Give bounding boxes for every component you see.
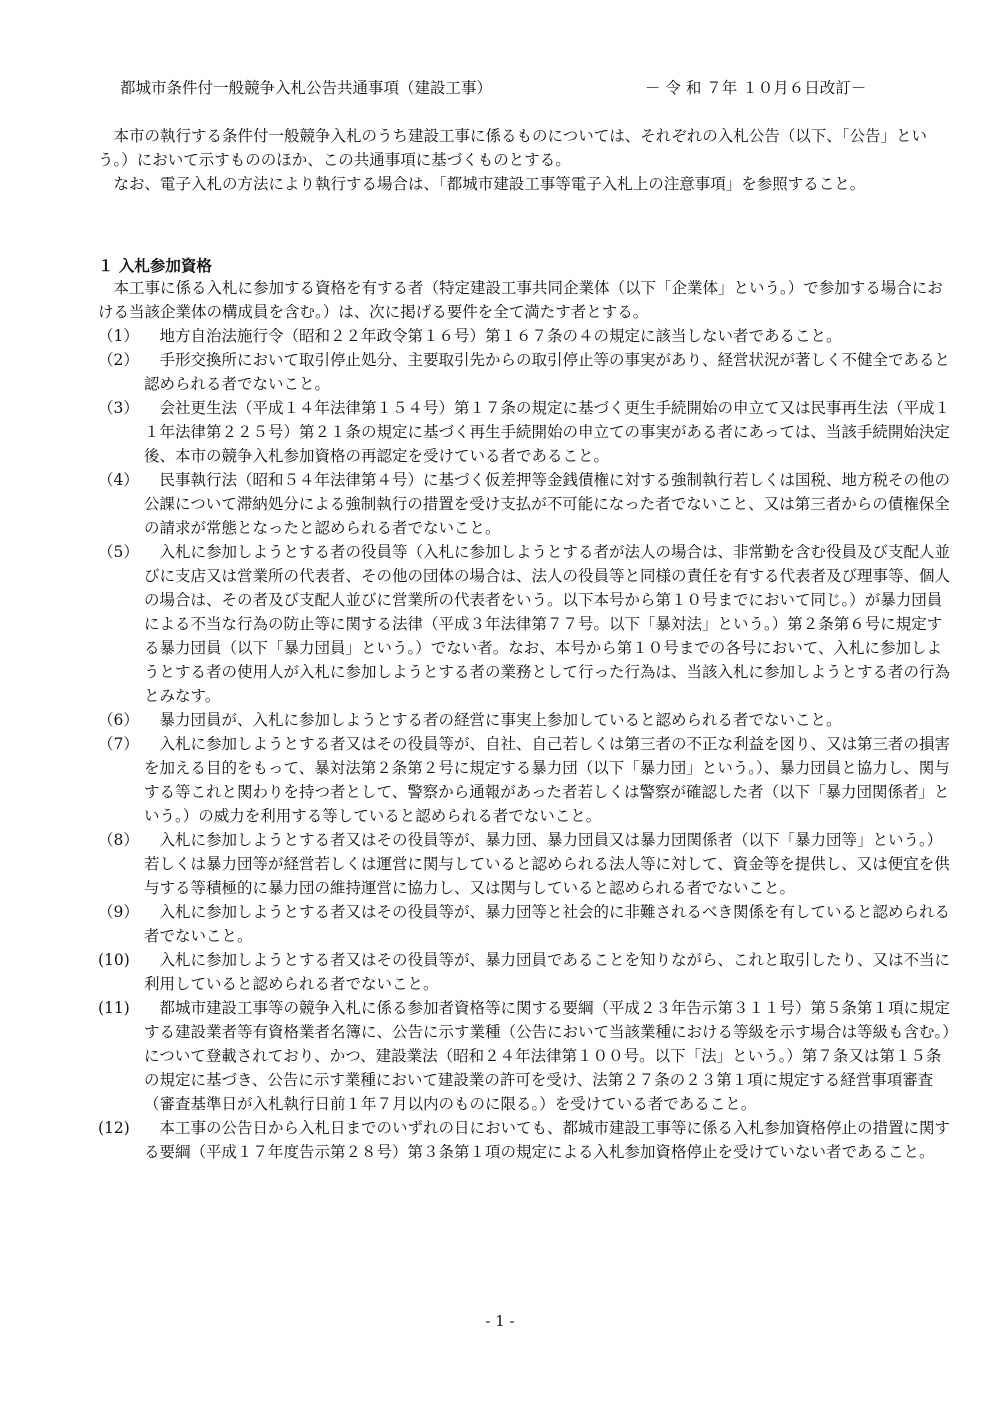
requirement-item-9 <box>98 900 950 948</box>
intro-section <box>98 124 950 196</box>
requirement-item-2 <box>98 348 950 396</box>
item-number: （7） <box>98 735 139 753</box>
requirement-item-3 <box>98 396 950 468</box>
item-number: (12) <box>98 1119 130 1137</box>
item-number: (10) <box>98 951 130 969</box>
item-number: （6） <box>98 711 139 729</box>
item-number: （3） <box>98 399 139 417</box>
requirement-item-4 <box>98 468 950 540</box>
item-number: （4） <box>98 471 139 489</box>
requirement-item-1 <box>98 324 950 348</box>
item-text: 都城市建設工事等の競争入札に係る参加者資格等に関する要綱（平成２３年告示第３１１号）第５条第１項に規定する建設業者等有資格業者名簿に、公告に示す業種（公告において当該業種における等級を示す場合は等級も含む。）について登載されており、かつ、建設業法（昭和２４年法律第１００号。以下「法」という。）第７条又は第１５条の規定に基づき、公告に示す業種において建設業の許可を受け、法第２７条の２３第１項に規定する経営事項審査（審査基準日が入札執行日前１年７月以内のものに限る。）を受けている者であること。 <box>144 999 951 1113</box>
item-number: （1） <box>98 327 139 345</box>
section-body <box>98 276 950 1164</box>
item-text: 民事執行法（昭和５４年法律第４号）に基づく仮差押等金銭債権に対する強制執行若しくは国税、地方税その他の公課について滞納処分による強制執行の措置を受け支払が不可能になった者でないこと、又は第三者からの債権保全の請求が常態となったと認められる者でないこと。 <box>144 471 951 537</box>
requirement-item-11 <box>98 996 950 1116</box>
requirement-item-5 <box>98 540 950 708</box>
requirement-item-8 <box>98 828 950 900</box>
item-text: 暴力団員が、入札に参加しようとする者の経営に事実上参加していると認められる者でないこと。 <box>159 711 842 729</box>
item-text: 入札に参加しようとする者又はその役員等が、暴力団、暴力団員又は暴力団関係者（以下「暴力団等」という。） 若しくは暴力団等が経営若しくは運営に関与していると認められる法人等に対して、資金等を提供し、又は便宜を供与する等積極的に暴力団の維持運営に協力し、又は関与していると認められる者でないこと。 <box>144 831 950 897</box>
item-text: 入札に参加しようとする者の役員等（入札に参加しようとする者が法人の場合は、非常勤を含む役員及び支配人並びに支店又は営業所の代表者、その他の団体の場合は、法人の役員等と同様の責任を有する代表者及び理事等、個人の場合は、その者及び支配人並びに営業所の代表者をいう。以下本号から第１０号までにおいて同じ。）が暴力団員による不当な行為の防止等に関する法律（平成３年法律第７７号。以下「暴対法」という。）第２条第６号に規定する暴力団員（以下「暴力団員」という。）でない者。なお、本号から第１０号までの各号において、入札に参加しようとする者の使用人が入札に参加しようとする者の業務として行った行為は、当該入札に参加しようとする者の行為とみなす。 <box>144 543 951 705</box>
section-heading: １ 入札参加資格 <box>98 257 212 275</box>
item-number: （8） <box>98 831 139 849</box>
document-title: 都城市条件付一般競争入札公告共通事項（建設工事） <box>120 79 493 97</box>
revision-date: － 令 和 ７年 １０月６日改訂－ <box>645 79 867 97</box>
requirement-item-10 <box>98 948 950 996</box>
item-text: 入札に参加しようとする者又はその役員等が、暴力団等と社会的に非難されるべき関係を有していると認められる者でないこと。 <box>144 903 951 945</box>
item-number: （9） <box>98 903 139 921</box>
item-text: 手形交換所において取引停止処分、主要取引先からの取引停止等の事実があり、経営状況が著しく不健全であると認められる者でないこと。 <box>144 351 951 393</box>
item-text: 入札に参加しようとする者又はその役員等が、自社、自己若しくは第三者の不正な利益を図り、又は第三者の損害を加える目的をもって、暴対法第２条第２号に規定する暴力団（以下「暴力団」という。）、暴力団員と協力し、関与する等これと関わりを持つ者として、警察から通報があった者若しくは警察が確認した者（以下「暴力団関係者」という。）の威力を利用する等していると認められる者でないこと。 <box>144 735 951 825</box>
item-number: (11) <box>98 999 130 1017</box>
item-text: 本工事の公告日から入札日までのいずれの日においても、都城市建設工事等に係る入札参加資格停止の措置に関する要綱（平成１７年度告示第２８号）第３条第１項の規定による入札参加資格停止を受けていない者であること。 <box>144 1119 951 1161</box>
section-lead: 本工事に係る入札に参加する資格を有する者（特定建設工事共同企業体（以下「企業体」という。）で参加する場合における当該企業体の構成員を含む。）は、次に掲げる要件を全て満たす者とする。 <box>98 279 943 321</box>
intro-paragraph-2: なお、電子入札の方法により執行する場合は、「都城市建設工事等電子入札上の注意事項」を参照すること。 <box>113 175 866 193</box>
requirement-item-6 <box>98 708 950 732</box>
item-text: 入札に参加しようとする者又はその役員等が、暴力団員であることを知りながら、これと取引したり、又は不当に利用していると認められる者でないこと。 <box>144 951 951 993</box>
page-number: - 1 - <box>485 1312 515 1330</box>
item-text: 会社更生法（平成１４年法律第１５４号）第１７条の規定に基づく更生手続開始の申立て又は民事再生法（平成１１年法律第２２５号）第２１条の規定に基づく再生手続開始の申立ての事実がある者にあっては、当該手続開始決定後、本市の競争入札参加資格の再認定を受けている者であること。 <box>144 399 951 465</box>
intro-paragraph-1: 本市の執行する条件付一般競争入札のうち建設工事に係るものについては、それぞれの入札公告（以下、「公告」という。）において示すもののほか、この共通事項に基づくものとする。 <box>98 127 927 169</box>
item-number: （2） <box>98 351 139 369</box>
item-number: （5） <box>98 543 139 561</box>
item-text: 地方自治法施行令（昭和２２年政令第１６号）第１６７条の４の規定に該当しない者であること。 <box>159 327 842 345</box>
page-header <box>120 76 910 100</box>
requirement-item-12 <box>98 1116 950 1164</box>
requirement-item-7 <box>98 732 950 828</box>
